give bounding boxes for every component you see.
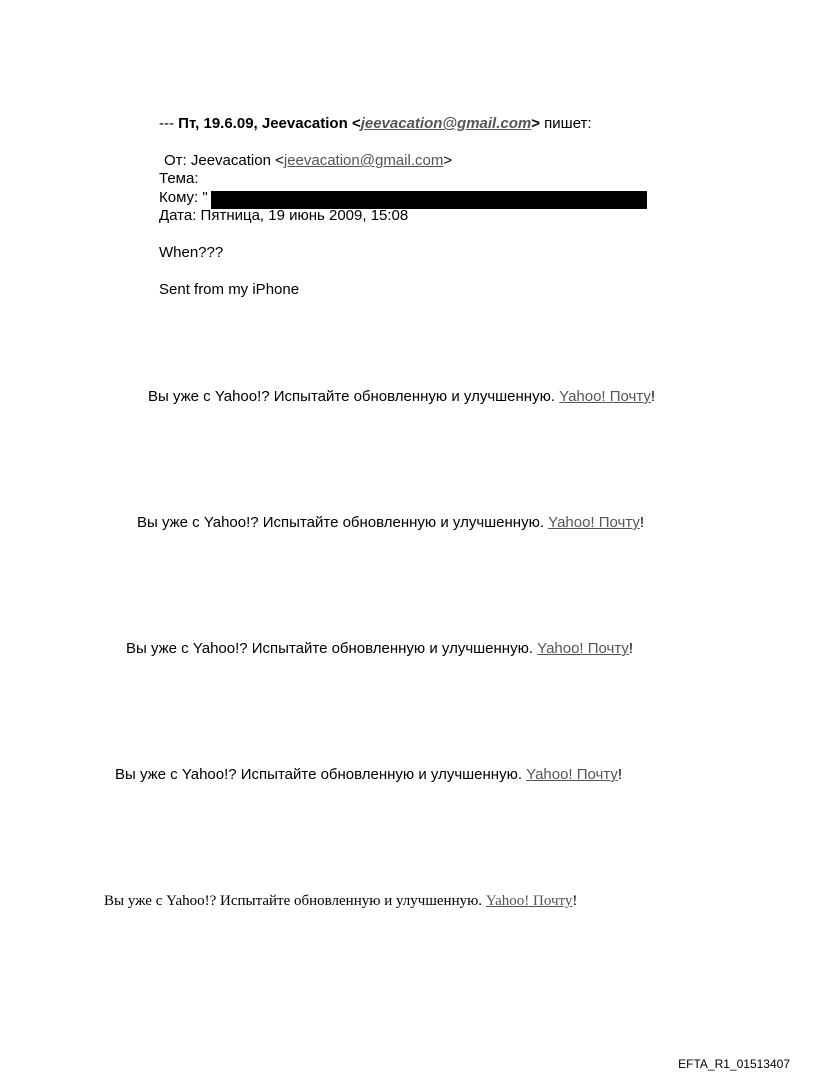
footer-text: Вы уже с Yahoo!? Испытайте обновленную и улучшенную. — [104, 893, 486, 909]
to-line — [159, 189, 208, 206]
document-id: EFTA_R1_01513407 — [678, 1057, 790, 1071]
yahoo-footer — [115, 766, 622, 784]
date-line — [159, 207, 408, 224]
yahoo-mail-link[interactable]: Yahoo! Почту — [537, 640, 629, 657]
body-line-2: Sent from my iPhone — [159, 281, 300, 298]
from-email-link[interactable]: jeevacation@gmail.com — [283, 152, 444, 169]
yahoo-footer — [137, 514, 644, 532]
quote-suffix: пишет: — [540, 115, 592, 132]
body-line-1: When??? — [159, 244, 224, 261]
footer-text: Вы уже с Yahoo!? Испытайте обновленную и улучшенную. — [115, 766, 527, 783]
footer-end: ! — [639, 514, 645, 531]
quote-header — [159, 115, 592, 133]
footer-end: ! — [572, 893, 578, 909]
yahoo-mail-link[interactable]: Yahoo! Почту — [559, 388, 651, 405]
from-label: От: Jeevacation < — [164, 152, 284, 169]
yahoo-mail-link[interactable]: Yahoo! Почту — [485, 893, 573, 909]
footer-end: ! — [628, 640, 634, 657]
footer-text: Вы уже с Yahoo!? Испытайте обновленную и улучшенную. — [126, 640, 538, 657]
quote-prefix: --- — [159, 115, 179, 132]
sender-email-link[interactable]: jeevacation@gmail.com — [360, 115, 532, 132]
footer-end: ! — [617, 766, 623, 783]
yahoo-footer — [148, 388, 655, 406]
yahoo-mail-link[interactable]: Yahoo! Почту — [548, 514, 640, 531]
footer-end: ! — [650, 388, 656, 405]
footer-text: Вы уже с Yahoo!? Испытайте обновленную и улучшенную. — [148, 388, 560, 405]
yahoo-footer — [126, 640, 633, 658]
yahoo-footer — [104, 892, 577, 910]
from-line — [164, 152, 452, 169]
from-close: > — [443, 152, 453, 169]
subject-label: Тема: — [159, 170, 199, 187]
footer-text: Вы уже с Yahoo!? Испытайте обновленную и улучшенную. — [137, 514, 549, 531]
to-label: Кому: " — [159, 189, 208, 206]
date-label: Дата: Пятница, 19 июнь 2009, 15:08 — [159, 207, 409, 224]
quote-gt: > — [531, 115, 540, 132]
quote-date-sender: Пт, 19.6.09, Jeevacation — [178, 115, 352, 132]
subject-line — [159, 170, 199, 187]
quote-lt: < — [351, 115, 361, 132]
yahoo-mail-link[interactable]: Yahoo! Почту — [526, 766, 618, 783]
